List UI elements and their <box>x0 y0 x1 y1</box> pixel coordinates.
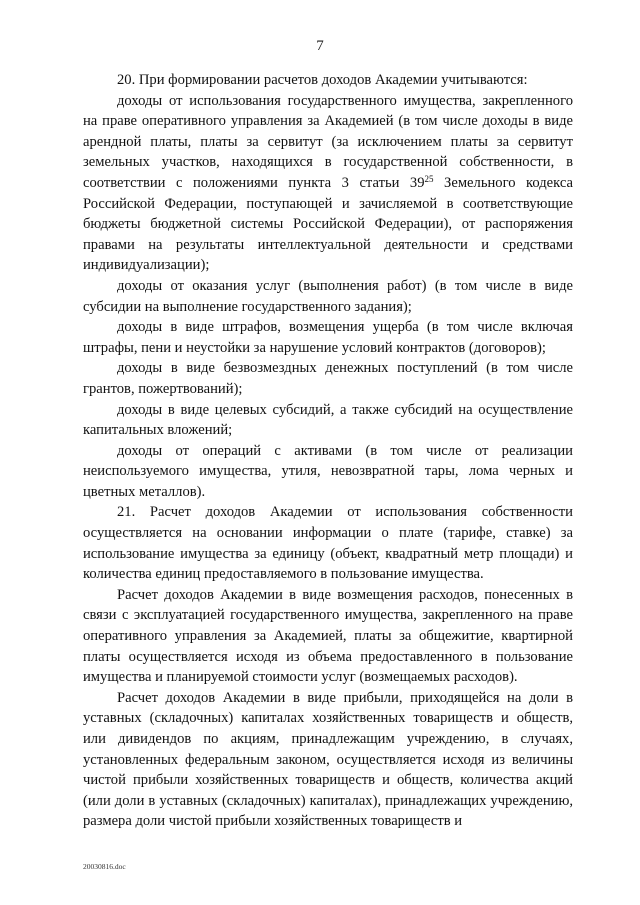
paragraph-reimbursement-calc: Расчет доходов Академии в виде возмещения расходов, понесенных в связи с эксплуатацией государственного имущества, закрепленного на праве оперативного управления за Академией, платы за общежитие, квартирной платы осуществляется исходя из объема предоставленного в пользование имущества и планируемой стоимости услуг (возмещаемых расходов). <box>83 586 573 686</box>
article-superscript: 25 <box>424 173 434 184</box>
paragraph-property-income-part1: доходы от использования государственного имущества, закрепленного на праве оперативного управления за Академией (в том числе доходы в виде арендной платы, платы за сервитут (за исключением платы за сервитут земельных участков, находящихся в государственной собственности, в соответствии с положениями пункта 3 статьи 39 <box>83 92 573 191</box>
paragraph-property-income-part2: Земельного кодекса Российской Федерации, поступающей и зачисляемой в соответствующие бюджеты бюджетной системы Российской Федерации), от распоряжения правами на результаты интеллектуальной деятельности и средствами индивидуализации); <box>83 174 573 274</box>
paragraph-20-heading: 20. При формировании расчетов доходов Академии учитываются: <box>117 72 528 88</box>
paragraph-grants-income: доходы в виде безвозмездных денежных поступлений (в том числе грантов, пожертвований); <box>83 360 573 397</box>
paragraph-profit-calc: Расчет доходов Академии в виде прибыли, приходящейся на доли в уставных (складочных) капиталах хозяйственных товариществ и обществ, или дивидендов по акциям, принадлежащим учреждению, в случаях, установленных федеральным законом, осуществляется исходя из величины чистой прибыли хозяйственных товариществ и обществ, количества акций (или доли в уставных (складочных) капиталах), принадлежащих учреждению, размера доли чистой прибыли хозяйственных товариществ и <box>83 689 573 830</box>
paragraph-fines-income: доходы в виде штрафов, возмещения ущерба (в том числе включая штрафы, пени и неустойки за нарушение условий контрактов (договоров); <box>83 319 573 356</box>
paragraph-services-income: доходы от оказания услуг (выполнения работ) (в том числе в виде субсидии на выполнение государственного задания); <box>83 277 573 315</box>
paragraph-subsidies-income: доходы в виде целевых субсидий, а также субсидий на осуществление капитальных вложений; <box>83 401 573 439</box>
document-body <box>83 70 573 832</box>
paragraph-property-income <box>83 91 573 276</box>
footer-file-code: 20030816.doc <box>83 862 126 871</box>
paragraph-assets-income: доходы от операций с активами (в том числе от реализации неиспользуемого имущества, утиля, невозвратной тары, лома черных и цветных металлов). <box>83 442 573 500</box>
paragraph-21: 21. Расчет доходов Академии от использования собственности осуществляется на основании информации о плате (тарифе, ставке) за использование имущества за единицу (объект, квадратный метр площади) и количества единиц предоставляемого в пользование имущества. <box>83 504 573 583</box>
page-number: 7 <box>316 38 324 54</box>
